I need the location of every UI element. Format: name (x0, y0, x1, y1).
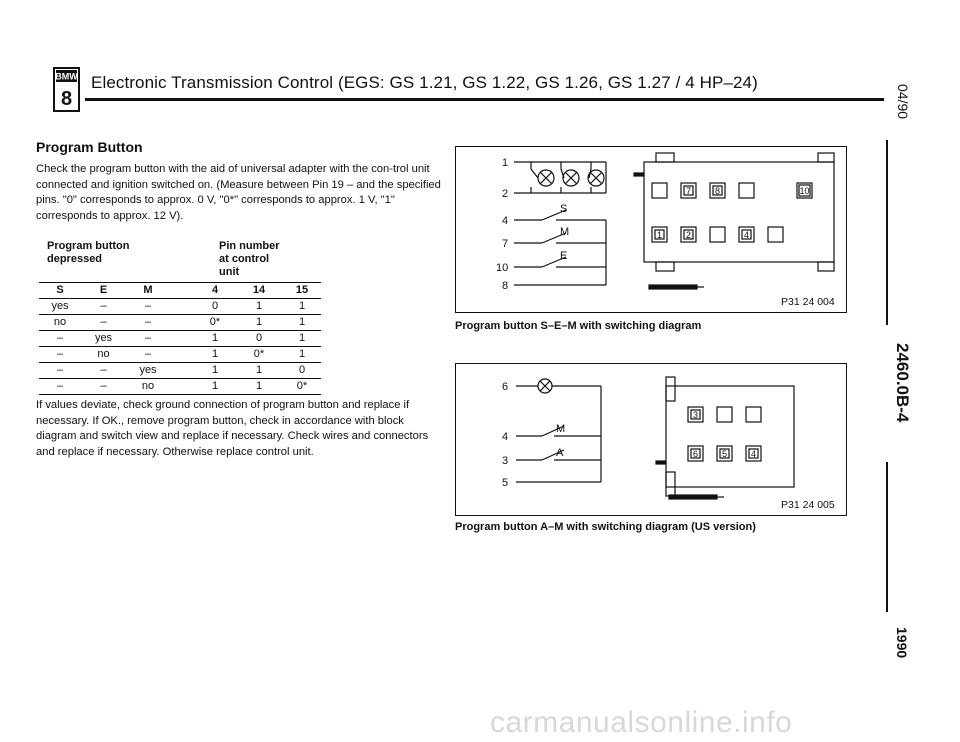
connector-pin: 8 (714, 186, 721, 196)
connector-pin: 6 (692, 449, 699, 459)
intro-paragraph: Check the program button with the aid of universal adapter with the con-trol unit connected and ignition switched on. (Measure between Pin 19 – and the specified pins. "0" corresponds to approx. 0 V, "0*" corresponds to approx. 1 V, "1" corresponds to approx. 12 V). (36, 163, 441, 222)
connector-pin: 4 (750, 449, 757, 459)
table-cell: – (144, 300, 152, 312)
switch-label: M (560, 226, 570, 238)
table-cell: no (141, 380, 155, 392)
table-cell: – (144, 332, 152, 344)
watermark: carmanualsonline.info (490, 706, 793, 739)
figure-am-diagram (455, 363, 847, 516)
connector-pin: 3 (692, 410, 699, 420)
side-doc-number: 2460.0B-4 (893, 343, 912, 423)
pin-label: 4 (502, 431, 509, 443)
connector-pin: 2 (685, 230, 692, 240)
figure-caption: Program button A–M with switching diagram (US version) (455, 521, 756, 533)
table-cell: 0* (253, 348, 265, 360)
pin-label: 2 (502, 188, 509, 200)
connector-pin: 10 (799, 186, 810, 196)
figure-code: P31 24 005 (781, 499, 835, 511)
table-cell: 1 (298, 300, 306, 312)
table-left-header (47, 240, 130, 266)
table-cell: – (144, 316, 152, 328)
outro-paragraph: If values deviate, check ground connection of program button and replace if necessary. If OK., remove program button, check in accordance with block diagram and switch view and replace if necessary. Check wires and connectors and replace if necessary. Otherwise replace control unit. (36, 399, 429, 458)
table-header-row (39, 283, 321, 299)
col-header: M (143, 284, 153, 296)
table-cell: 1 (211, 332, 219, 344)
table-right-header-line: unit (219, 266, 240, 278)
switch-label: S (560, 203, 568, 215)
table-row (39, 379, 321, 395)
connector-pin: 1 (656, 230, 663, 240)
side-margin (884, 0, 924, 742)
table-cell: – (100, 380, 107, 392)
table-cell: 1 (298, 316, 306, 328)
table-left-header-line: depressed (47, 253, 103, 265)
table-row (39, 331, 321, 347)
pin-label: 1 (502, 157, 509, 169)
table-cell: – (56, 380, 64, 392)
table-cell: 1 (255, 380, 263, 392)
header-rule (85, 98, 884, 101)
pin-label: 5 (502, 477, 509, 489)
table-cell: yes (139, 364, 157, 376)
table-cell: 0 (298, 364, 306, 376)
pin-label: 7 (502, 238, 509, 250)
table-cell: no (97, 348, 110, 360)
table-right-header-line: Pin number (219, 240, 280, 252)
bmw-group-8-logo (53, 67, 80, 112)
table-cell: 1 (298, 348, 306, 360)
table-cell: yes (51, 300, 69, 312)
section-heading: Program Button (36, 139, 143, 155)
table-cell: 1 (255, 364, 263, 376)
pin-label: 3 (502, 455, 509, 467)
table-row (39, 315, 321, 331)
connector-view (656, 377, 794, 499)
connector-pin: 5 (721, 449, 728, 459)
wiring-diagram (514, 162, 606, 285)
col-header: 4 (211, 284, 219, 296)
table-row (39, 363, 321, 379)
table-cell: 0* (296, 380, 308, 392)
pin-label: 8 (502, 280, 509, 292)
table-cell: – (100, 364, 107, 376)
table-cell: 0 (255, 332, 263, 344)
switch-label: M (556, 423, 566, 435)
side-line-1 (886, 140, 888, 325)
side-date: 04/90 (895, 84, 911, 120)
side-line-2 (886, 462, 888, 612)
col-header: S (56, 284, 64, 296)
table-cell: 0* (209, 316, 221, 328)
table-cell: 0 (211, 300, 219, 312)
table-right-header (219, 240, 280, 279)
page-title: Electronic Transmission Control (EGS: GS 1.21, GS 1.22, GS 1.26, GS 1.27 / 4 HP–24) (91, 73, 758, 92)
table-cell: – (100, 316, 107, 328)
pin-table (39, 282, 321, 395)
table-cell: yes (94, 332, 113, 344)
table-cell: – (144, 348, 152, 360)
switch-label: A (556, 447, 564, 459)
col-header: 15 (295, 284, 309, 296)
pin-label: 10 (496, 262, 509, 274)
table-cell: – (56, 364, 64, 376)
table-cell: – (100, 300, 107, 312)
table-row (39, 299, 321, 315)
table-cell: 1 (211, 380, 219, 392)
table-cell: 1 (298, 332, 306, 344)
connector-pin: 4 (743, 230, 750, 240)
table-cell: 1 (211, 364, 219, 376)
table-cell: no (53, 316, 67, 328)
figure-sem-diagram (455, 146, 847, 313)
logo-brand-text: BMW (55, 71, 78, 82)
connector-pin: 7 (685, 186, 692, 196)
table-row (39, 347, 321, 363)
figure-caption: Program button S–E–M with switching diagram (455, 320, 702, 332)
figure-code: P31 24 004 (781, 296, 835, 308)
switch-label: E (560, 250, 568, 262)
col-header: 14 (252, 284, 266, 296)
table-cell: 1 (255, 316, 263, 328)
col-header: E (99, 284, 108, 296)
pin-label: 6 (502, 381, 509, 393)
pin-label: 4 (502, 215, 509, 227)
connector-view (634, 153, 834, 289)
table-cell: – (56, 332, 64, 344)
table-left-header-line: Program button (47, 240, 130, 252)
logo-group-number: 8 (60, 88, 73, 110)
table-cell: – (56, 348, 64, 360)
table-cell: 1 (255, 300, 263, 312)
table-cell: 1 (211, 348, 219, 360)
table-right-header-line: at control (219, 253, 270, 265)
side-year: 1990 (894, 627, 910, 659)
